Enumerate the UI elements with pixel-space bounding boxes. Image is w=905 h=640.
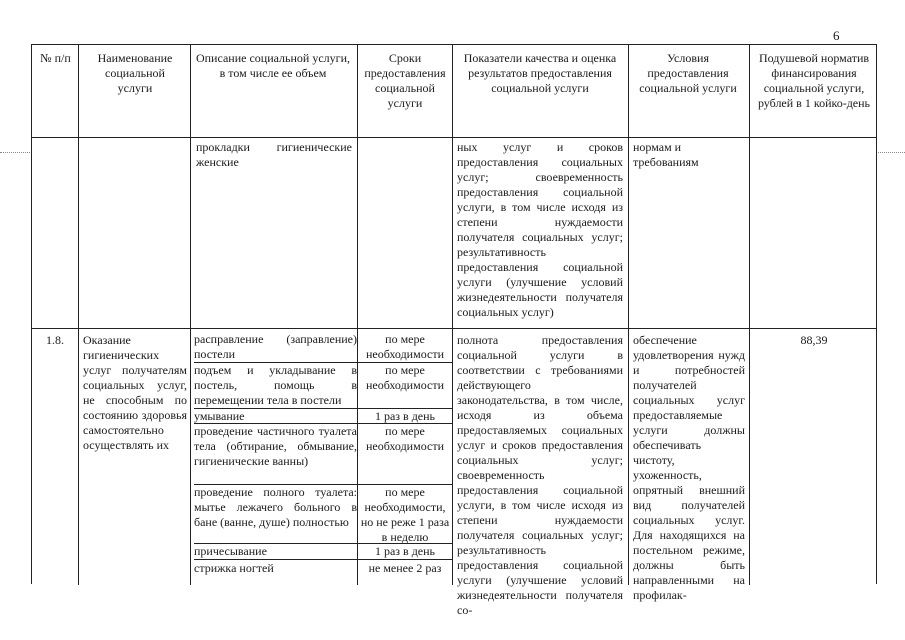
subrow-terms: 1 раз в день bbox=[358, 409, 452, 424]
subrow-description: проведение частичного туалета тела (обтирание, обмывание, гигиенические ванны) bbox=[194, 424, 357, 485]
row-divider bbox=[32, 328, 876, 329]
subrow-description: проведение полного туалета: мытье лежачего больного в бане (ванне, душе) полностью bbox=[194, 485, 357, 544]
row-divider bbox=[32, 137, 876, 138]
subrow-description: подъем и укладывание в постель, помощь в перемещении тела в постели bbox=[194, 363, 357, 407]
header-conditions: Условия предоставления социальной услуги bbox=[639, 51, 737, 95]
subrow-description: стрижка ногтей bbox=[194, 561, 274, 575]
services-table bbox=[31, 44, 877, 617]
column-divider bbox=[628, 45, 629, 585]
column-divider bbox=[452, 45, 453, 585]
subrow-description: расправление (заправление) постели bbox=[194, 332, 357, 361]
continued-conditions: нормам и требованиям bbox=[633, 140, 699, 169]
header-terms: Сроки предоставления социальной услуги bbox=[364, 51, 446, 110]
page-number: 6 bbox=[833, 28, 840, 43]
continued-quality: ных услуг и сроков предоставления социальных услуг; своевременность предоставления социальной услуги, в том числе исходя из степени нуждаемости получателя социальных услуг; результативность предоставления социальной услуги (улучшение условий жизнедеятельности получателя социальных услуг) bbox=[457, 140, 623, 319]
header-description: Описание социальной услуги, в том числе ее объем bbox=[195, 51, 351, 80]
header-num: № п/п bbox=[40, 51, 71, 65]
column-divider bbox=[749, 45, 750, 585]
column-divider bbox=[190, 45, 191, 585]
service-name: Оказание гигиенических услуг получателям социальных услуг, не способным по состоянию здоровья самостоятельно осуществлять их bbox=[83, 333, 187, 452]
subrow-terms: по мере необходимости bbox=[358, 332, 452, 363]
subrow-terms: не менее 2 раз bbox=[368, 561, 442, 575]
scan-artifact bbox=[0, 152, 30, 153]
subrow-terms: по мере необходимости, но не реже 1 раза в неделю bbox=[358, 485, 452, 544]
quality-indicators: полнота предоставления социальной услуги в соответствии с требованиями действующего законодательства, в том числе, исходя из объема предоставляемых социальных услуг и сроков предоставления социальных услуг; своевременность предоставления социальной услуги, в том числе исходя из степени нуждаемости получателя социальных услуг; результативность предоставления социальной услуги (улучшение условий жизнедеятельности получателя со- bbox=[457, 333, 623, 617]
service-conditions: обеспечение удовлетворения нужд и потребностей получателей социальных услуг предоставляемые услуги должны обеспечивать чистоту, ухоженность, опрятный внешний вид получателей социальных услуг. Для находящихся на постельном режиме, должны быть направленными на профилак- bbox=[633, 333, 745, 602]
column-divider bbox=[78, 45, 79, 585]
subrow-terms: по мере необходимости bbox=[358, 424, 452, 485]
header-service-name: Наименование социальной услуги bbox=[97, 51, 173, 95]
header-quality: Показатели качества и оценка результатов предоставления социальной услуги bbox=[463, 51, 617, 95]
row-number: 1.8. bbox=[46, 333, 64, 347]
header-norm: Подушевой норматив финансирования социальной услуги, рублей в 1 койко-день bbox=[757, 51, 871, 110]
continued-description: прокладки гигиенические женские bbox=[196, 140, 352, 169]
subrow-description: причесывание bbox=[194, 544, 357, 560]
subrow-description: умывание bbox=[194, 409, 357, 424]
scan-artifact bbox=[878, 152, 905, 153]
subrow-terms: по мере необходимости bbox=[358, 363, 452, 409]
subrow-terms: 1 раз в день bbox=[358, 544, 452, 560]
financing-norm: 88,39 bbox=[800, 333, 828, 347]
